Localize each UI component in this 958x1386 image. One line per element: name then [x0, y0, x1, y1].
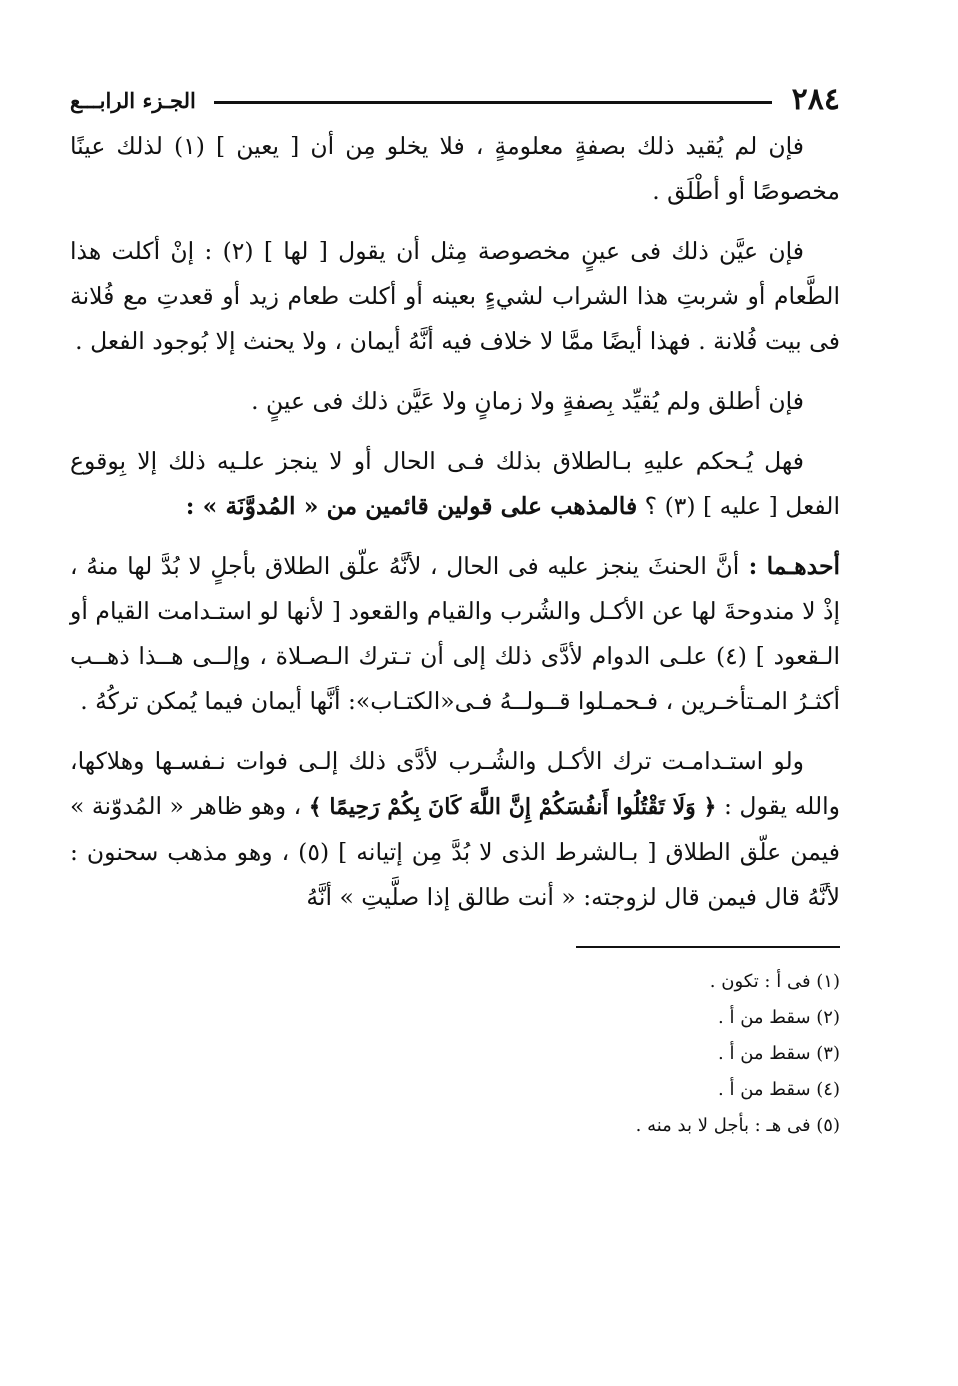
- paragraph-5-text: أنَّ الحنثَ ينجز عليه فى الحال ، لأنَّهُ علّق الطلاق بأجلٍ لا بُدَّ لها منهُ ، إذْ لا مندوحةَ لها عن الأكـل والشُرب والقيام والقعود [ لأنها لو استـدامت القيام أو الـقعود ] (٤) علـى الدوام لأدَّى ذلك إلى أن تـترك الـصـلاة ، وإلــى هــذا ذهــب أكثـرُ المـتأخـرين ، فـحمـلوا قــولــهُ فـى«الكتـاب»: أنَّها أيمان فيما يُمكن تركُهُ .: [70, 552, 840, 715]
- footnote-4: (٤) سقط من أ .: [718, 1079, 840, 1100]
- paragraph-1-text: فإن لم يُقيد ذلك بصفةٍ معلومةٍ ، فلا يخلو مِن أن [ يعين ] (١) لذلك عينًا مخصوصًا أو أطْلَق .: [70, 132, 840, 205]
- paragraph-6: [70, 739, 840, 920]
- header-rule: [214, 101, 772, 104]
- footnote-1: (١) فى أ : تكون .: [709, 971, 840, 992]
- paragraph-6-text-after: ، وهو ظاهر « المُدوّنة » فيمن علّق الطلاق [ بـالشرط الذى لا بُدَّ مِن إتيانه ] (٥) ، وهو مذهب سحنون : لأنَّهُ قال فيمن قال لزوجته: « أنت طالق إذا صلَّيتِ » أنَّهُ: [70, 792, 840, 911]
- footnote-3: (٣) سقط من أ .: [718, 1043, 840, 1064]
- footnote-5: (٥) فى هـ : بأجل لا بد منه .: [635, 1115, 840, 1136]
- running-header: [70, 78, 840, 122]
- paragraph-4-bold-text: فالمذهب على قولين قائمين من « المُدوَّنَة » :: [185, 492, 638, 520]
- paragraph-3-text: فإن أطلق ولم يُقيِّد بِصفةٍ ولا زمانٍ ولا عَيَّن ذلك فى عينٍ .: [251, 387, 804, 415]
- paragraph-5: [70, 544, 840, 724]
- paragraph-4-text: فهل يُـحكم عليهِ بـالطلاق بذلك فـى الحال أو لا ينجز علـيه ذلك إلا بِوقوع الفعل [ عليه ] (٣) ؟: [70, 447, 840, 520]
- paragraph-2: [70, 229, 840, 364]
- footnote-rule: [576, 946, 840, 948]
- page-number: ٢٨٤: [791, 82, 840, 117]
- document-page: [70, 78, 840, 1144]
- paragraph-6-text-before: ولو استـدامـت ترك الأكـل والشُـرب لأدَّى ذلك إلـى فوات نـفسـها وهلاكها، والله يقول :: [70, 747, 840, 820]
- quran-verse: ﴿ وَلَا تَقْتُلُوا أَنفُسَكُمْ إِنَّ اللَّهَ كَانَ بِكُمْ رَحِيمًا ﴾: [308, 794, 717, 820]
- footnotes: [70, 964, 840, 1144]
- paragraph-2-text: فإن عيَّن ذلك فى عينٍ مخصوصة مِثل أن يقول [ لها ] (٢) : إنْ أكلت هذا الطَّعام أو شربتِ هذا الشراب لشيءٍ بعينه أو أكلت طعام زيد أو قعدتِ مع فُلانة فى بيت فُلانة . فهذا أيضًا ممَّا لا خلاف فيه أنَّهُ أيمان ، ولا يحنث إلا بُوجود الفعل .: [70, 237, 840, 355]
- running-title: الجـزء الرابـــع: [70, 87, 196, 113]
- footnote-2: (٢) سقط من أ .: [718, 1007, 840, 1028]
- paragraph-3: [70, 379, 840, 424]
- paragraph-5-lead: أحدهـما :: [739, 552, 841, 580]
- body-text: [70, 124, 840, 920]
- paragraph-1: [70, 124, 840, 214]
- paragraph-4: [70, 439, 840, 529]
